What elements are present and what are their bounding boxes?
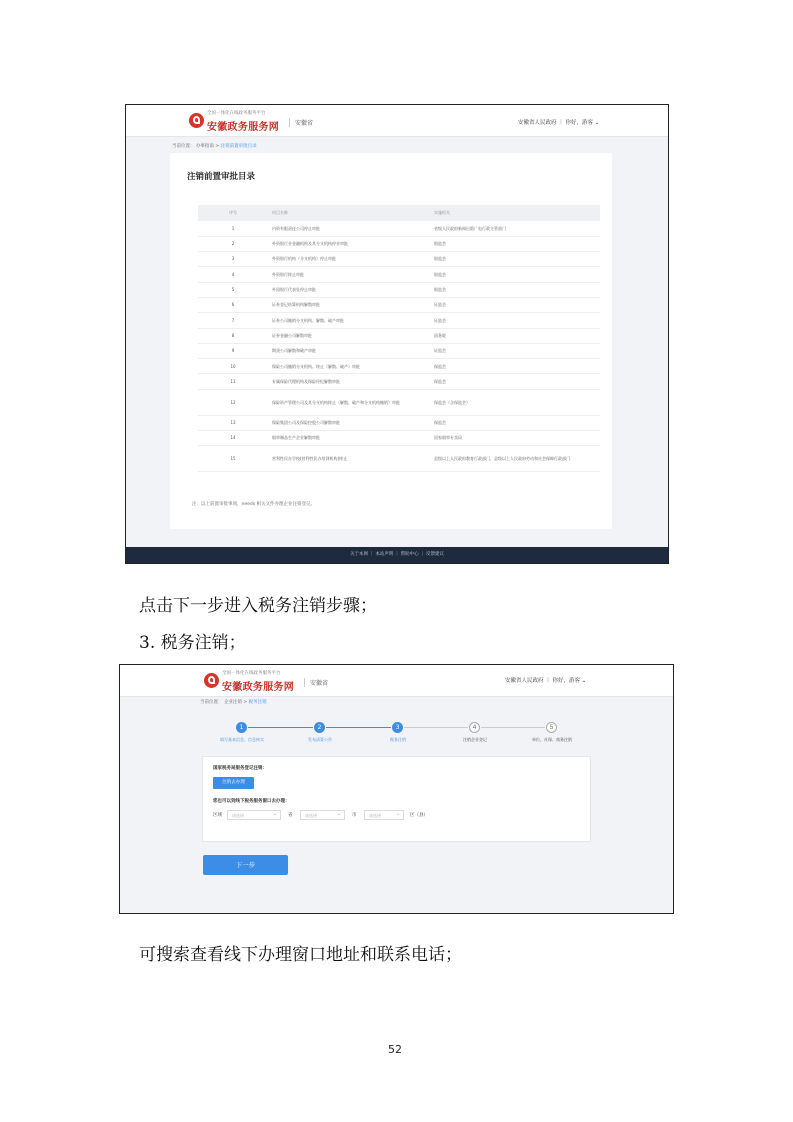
step-5-label: 单位、社保、商务注销 <box>532 737 572 742</box>
online-cancel-label: 国家税务局服务登记注销： <box>213 766 267 771</box>
table-row <box>198 446 600 472</box>
row-agency: 证监会 <box>430 297 600 312</box>
logo-subtitle: 全国一体化在线政务服务平台 <box>222 671 281 676</box>
table-row <box>198 252 600 267</box>
table-row <box>198 282 600 297</box>
table-row <box>198 236 600 251</box>
page-number: 52 <box>388 1043 402 1056</box>
step-2-circle: 2 <box>314 722 325 733</box>
row-agency: 证监会 <box>430 343 600 358</box>
row-agency: 证监会 <box>430 313 600 328</box>
district-select[interactable]: 请选择 ⌄ <box>364 810 404 820</box>
breadcrumb-prefix: 当前位置： <box>172 144 195 149</box>
site-header <box>120 665 673 697</box>
table-row <box>198 359 600 374</box>
province-unit: 省 <box>288 813 293 818</box>
row-agency: 保监会 <box>430 359 600 374</box>
footer-links[interactable]: 关于本网 ｜ 本站声明 ｜ 帮助中心 ｜ 反馈建议 <box>349 552 445 557</box>
row-item-name: 证券登记结算机构解散审批 <box>268 297 430 312</box>
table-row <box>198 389 600 415</box>
step-4-label: 注销企业登记 <box>463 737 487 742</box>
table-header-row <box>198 205 600 221</box>
row-item-name: 证券金融公司解散审批 <box>268 328 430 343</box>
row-index: 1 <box>198 221 268 236</box>
region-label: 区域 <box>213 813 222 818</box>
breadcrumb-prefix: 当前位置： <box>200 700 223 705</box>
row-item-name: 烟草制品生产企业解散审批 <box>268 431 430 446</box>
row-index: 15 <box>198 446 268 472</box>
approval-table <box>198 205 600 472</box>
row-index: 10 <box>198 359 268 374</box>
step-1-label: 填写基本信息、信息核实 <box>220 737 264 742</box>
tax-form-panel <box>202 756 591 842</box>
row-index: 3 <box>198 252 268 267</box>
row-agency: 银监会 <box>430 252 600 267</box>
catalog-panel <box>170 153 612 529</box>
row-agency: 保监会 <box>430 374 600 389</box>
row-agency: 保监会（含保监会） <box>430 389 600 415</box>
row-item-name: 外资银行终止审批 <box>268 267 430 282</box>
table-row <box>198 374 600 389</box>
row-index: 5 <box>198 282 268 297</box>
logo-title[interactable]: 安徽政务服务网 <box>207 122 280 133</box>
row-item-name: 保险资产管理公司及其分支机构终止（解散、破产和分支机构撤销）审批 <box>268 389 430 415</box>
online-cancel-button[interactable]: 注销去办理 <box>213 777 254 789</box>
row-index: 7 <box>198 313 268 328</box>
user-menu[interactable]: 安徽省人民政府 ｜ 你好，游客 ⌄ <box>518 120 600 126</box>
row-item-name: 期货公司解散和破产审批 <box>268 343 430 358</box>
step-3-label: 税务注销 <box>390 737 406 742</box>
paragraph-tax-heading: 3. 税务注销； <box>139 633 246 653</box>
table-row <box>198 328 600 343</box>
row-item-name: 证券公司撤销分支机构、解散、破产审批 <box>268 313 430 328</box>
table-footnote: 注：以上前置审批事项，needs 相关文件办理企业注销登记。 <box>192 502 316 507</box>
step-2-label: 发布清算公告 <box>308 737 332 742</box>
row-index: 13 <box>198 415 268 430</box>
row-index: 6 <box>198 297 268 312</box>
row-agency: 县级以上人民政府教育行政部门，县级以上人民政府劳动和社会保障行政部门 <box>430 446 600 472</box>
step-connector <box>326 727 391 728</box>
screenshot-approval-catalog <box>125 104 669 564</box>
row-index: 4 <box>198 267 268 282</box>
column-header-agency: 实施机关 <box>430 205 600 221</box>
column-header-index: 序号 <box>198 205 268 221</box>
province-switch[interactable]: 安徽省 <box>289 118 313 127</box>
row-agency: 银监会 <box>430 267 600 282</box>
breadcrumb-current: 注销前置审批目录 <box>220 144 257 149</box>
row-index: 14 <box>198 431 268 446</box>
step-connector <box>481 727 545 728</box>
table-row <box>198 297 600 312</box>
table-row <box>198 415 600 430</box>
province-select[interactable]: 请选择 ⌄ <box>227 810 281 820</box>
table-row <box>198 431 600 446</box>
row-index: 8 <box>198 328 268 343</box>
row-item-name: 专属保险代理机构及保险经纪解散审批 <box>268 374 430 389</box>
row-item-name: 保险公司撤销分支机构、终止（解散、破产）审批 <box>268 359 430 374</box>
row-agency: 保监会 <box>430 415 600 430</box>
city-unit: 市 <box>352 813 357 818</box>
next-step-button[interactable]: 下一步 <box>203 855 288 875</box>
page-title: 注销前置审批目录 <box>187 172 256 182</box>
row-item-name: 保险集团公司及保险控股公司解散审批 <box>268 415 430 430</box>
row-item-name: 外国银行代表处停止审批 <box>268 282 430 297</box>
district-unit: 区（县） <box>410 813 428 818</box>
table-row <box>198 221 600 236</box>
row-agency: 银监会 <box>430 236 600 251</box>
row-item-name: 内资有限责任公司停止审批 <box>268 221 430 236</box>
step-connector <box>404 727 468 728</box>
table-row <box>198 343 600 358</box>
breadcrumb <box>172 143 257 149</box>
paragraph-search-window: 可搜索查看线下办理窗口地址和联系电话； <box>139 945 462 965</box>
paragraph-next-step: 点击下一步进入税务注销步骤； <box>139 596 377 616</box>
offline-window-label: 您也可以到线下税务服务窗口去办理： <box>213 799 290 804</box>
breadcrumb-current: 税务注销 <box>248 700 267 705</box>
breadcrumb-cancel-link[interactable]: 企业注销 > <box>223 700 248 705</box>
column-header-name: 项目名称 <box>268 205 430 221</box>
step-1-circle: 1 <box>236 722 247 733</box>
step-3-circle: 3 <box>392 722 403 733</box>
site-header <box>126 105 668 137</box>
row-index: 11 <box>198 374 268 389</box>
step-5-circle: 5 <box>546 722 557 733</box>
screenshot-tax-cancellation <box>119 664 674 914</box>
row-index: 2 <box>198 236 268 251</box>
row-item-name: 外资银行机构（分支机构）停止审批 <box>268 252 430 267</box>
step-4-circle: 4 <box>469 722 480 733</box>
table-row <box>198 313 600 328</box>
site-footer <box>126 547 668 563</box>
row-agency: 国家烟草专卖局 <box>430 431 600 446</box>
row-item-name: 营利性民办学校(营利性民办培训机构)终止 <box>268 446 430 472</box>
row-agency: 国务院 <box>430 328 600 343</box>
step-connector <box>248 727 313 728</box>
row-index: 9 <box>198 343 268 358</box>
site-logo-icon <box>189 113 204 128</box>
logo-title[interactable]: 安徽政务服务网 <box>222 682 295 693</box>
user-menu[interactable]: 安徽省人民政府 ｜ 你好，游客 ⌄ <box>505 678 587 684</box>
province-switch[interactable]: 安徽省 <box>304 678 328 687</box>
breadcrumb-guide-link[interactable]: 办事指南 > <box>195 144 220 149</box>
breadcrumb <box>200 699 267 705</box>
table-row <box>198 267 600 282</box>
row-agency: 省级人民政府新闻出版广电行政主管部门 <box>430 221 600 236</box>
site-logo-icon <box>204 673 219 688</box>
city-select[interactable]: 请选择 ⌄ <box>300 810 345 820</box>
logo-subtitle: 全国一体化在线政务服务平台 <box>207 111 266 116</box>
row-item-name: 外资银行业金融机构及其分支机构停业审批 <box>268 236 430 251</box>
row-index: 12 <box>198 389 268 415</box>
row-agency: 银监会 <box>430 282 600 297</box>
